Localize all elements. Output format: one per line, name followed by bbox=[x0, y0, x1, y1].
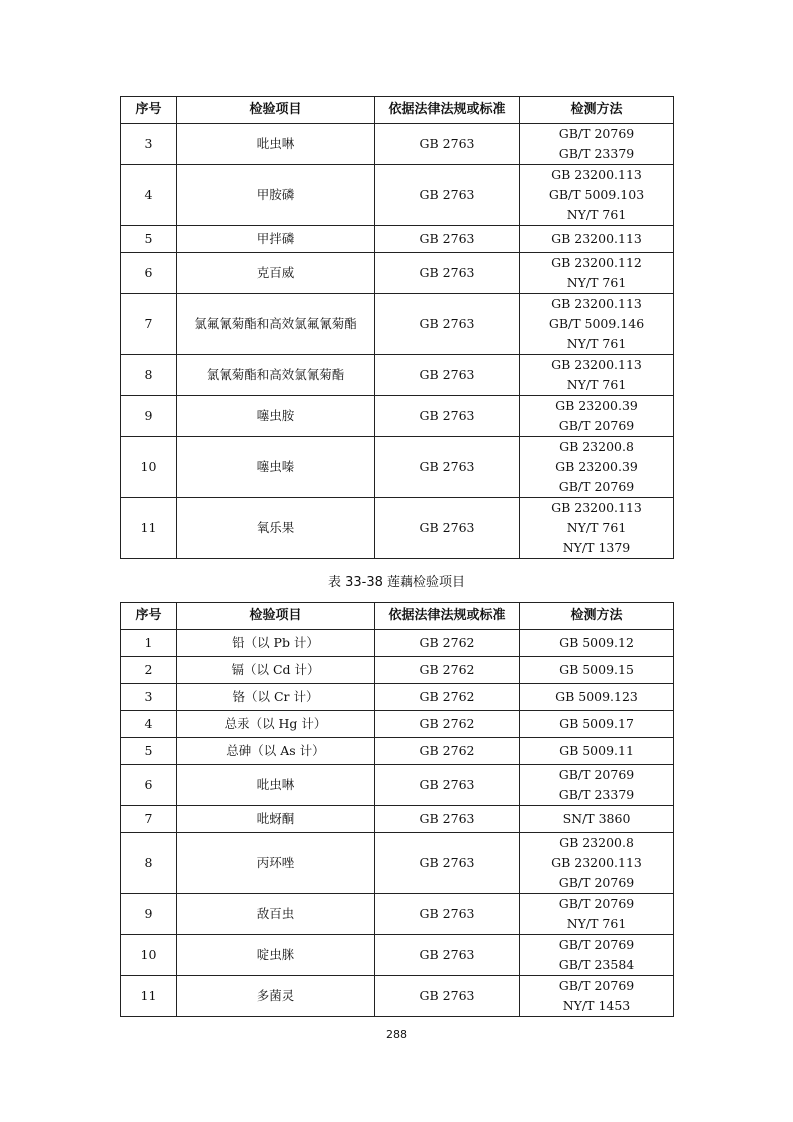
table-caption: 表 33-38 莲藕检验项目 bbox=[327, 575, 466, 590]
cell-item: 甲胺磷 bbox=[177, 165, 375, 226]
lotus-root-inspection-table bbox=[120, 602, 674, 1017]
cell-no: 3 bbox=[121, 124, 177, 165]
cell-methods bbox=[520, 630, 674, 657]
method-line: NY/T 1453 bbox=[562, 998, 631, 1013]
method-line: SN/T 3860 bbox=[562, 811, 631, 826]
cell-basis: GB 2763 bbox=[375, 498, 520, 559]
cell-item: 克百威 bbox=[177, 253, 375, 294]
cell-basis: GB 2762 bbox=[375, 711, 520, 738]
method-line: NY/T 761 bbox=[566, 336, 627, 351]
method-line: GB 5009.11 bbox=[559, 743, 634, 758]
cell-basis: GB 2763 bbox=[375, 253, 520, 294]
table-row bbox=[121, 711, 674, 738]
cell-basis: GB 2762 bbox=[375, 684, 520, 711]
header-no: 序号 bbox=[121, 603, 177, 630]
method-line: GB 23200.112 bbox=[551, 255, 642, 270]
method-line: GB 5009.123 bbox=[555, 689, 638, 704]
cell-basis: GB 2763 bbox=[375, 294, 520, 355]
method-line: GB/T 20769 bbox=[558, 418, 635, 433]
cell-no: 6 bbox=[121, 253, 177, 294]
cell-methods bbox=[520, 253, 674, 294]
method-line: GB 23200.113 bbox=[551, 855, 642, 870]
cell-no: 3 bbox=[121, 684, 177, 711]
table-row bbox=[121, 437, 674, 498]
cell-basis: GB 2763 bbox=[375, 833, 520, 894]
cell-item: 铅（以 Pb 计） bbox=[177, 630, 375, 657]
cell-no: 11 bbox=[121, 976, 177, 1017]
method-line: GB/T 23379 bbox=[558, 787, 635, 802]
cell-item: 氯氰菊酯和高效氯氰菊酯 bbox=[177, 355, 375, 396]
table-row bbox=[121, 684, 674, 711]
cell-no: 5 bbox=[121, 738, 177, 765]
header-no: 序号 bbox=[121, 97, 177, 124]
page-number: 288 bbox=[386, 1028, 407, 1041]
cell-methods bbox=[520, 165, 674, 226]
method-line: GB/T 20769 bbox=[558, 978, 635, 993]
cell-no: 9 bbox=[121, 894, 177, 935]
method-line: GB 23200.8 bbox=[559, 439, 634, 454]
table-row bbox=[121, 806, 674, 833]
cell-no: 4 bbox=[121, 165, 177, 226]
cell-item: 氯氟氰菊酯和高效氯氟氰菊酯 bbox=[177, 294, 375, 355]
cell-item: 啶虫脒 bbox=[177, 935, 375, 976]
cell-methods bbox=[520, 657, 674, 684]
cell-methods bbox=[520, 738, 674, 765]
cell-basis: GB 2762 bbox=[375, 738, 520, 765]
cell-item: 吡蚜酮 bbox=[177, 806, 375, 833]
table-row bbox=[121, 294, 674, 355]
cell-item: 丙环唑 bbox=[177, 833, 375, 894]
table-row bbox=[121, 630, 674, 657]
method-line: GB 23200.113 bbox=[551, 167, 642, 182]
cell-item: 噻虫胺 bbox=[177, 396, 375, 437]
table-row bbox=[121, 976, 674, 1017]
cell-basis: GB 2763 bbox=[375, 355, 520, 396]
header-method: 检测方法 bbox=[520, 603, 674, 630]
method-line: GB 5009.15 bbox=[559, 662, 634, 677]
table-row bbox=[121, 396, 674, 437]
method-line: GB 5009.17 bbox=[559, 716, 634, 731]
cell-no: 10 bbox=[121, 437, 177, 498]
header-method: 检测方法 bbox=[520, 97, 674, 124]
cell-methods bbox=[520, 765, 674, 806]
cell-methods bbox=[520, 894, 674, 935]
table-row bbox=[121, 498, 674, 559]
cell-methods bbox=[520, 498, 674, 559]
cell-basis: GB 2762 bbox=[375, 630, 520, 657]
method-line: GB/T 20769 bbox=[558, 896, 635, 911]
cell-basis: GB 2763 bbox=[375, 165, 520, 226]
table-row bbox=[121, 738, 674, 765]
method-line: GB/T 5009.103 bbox=[548, 187, 645, 202]
method-line: NY/T 761 bbox=[566, 275, 627, 290]
cell-no: 7 bbox=[121, 294, 177, 355]
method-line: GB 23200.39 bbox=[555, 459, 638, 474]
table-row bbox=[121, 894, 674, 935]
cell-item: 氧乐果 bbox=[177, 498, 375, 559]
method-line: GB/T 20769 bbox=[558, 875, 635, 890]
cell-methods bbox=[520, 437, 674, 498]
table-row bbox=[121, 935, 674, 976]
table-row bbox=[121, 355, 674, 396]
table-row bbox=[121, 124, 674, 165]
method-line: GB/T 20769 bbox=[558, 767, 635, 782]
cell-no: 8 bbox=[121, 833, 177, 894]
method-line: GB/T 5009.146 bbox=[548, 316, 645, 331]
cell-no: 7 bbox=[121, 806, 177, 833]
cell-item: 总砷（以 As 计） bbox=[177, 738, 375, 765]
method-line: GB/T 20769 bbox=[558, 479, 635, 494]
cell-no: 2 bbox=[121, 657, 177, 684]
cell-no: 10 bbox=[121, 935, 177, 976]
method-line: NY/T 761 bbox=[566, 520, 627, 535]
method-line: GB/T 20769 bbox=[558, 126, 635, 141]
cell-methods bbox=[520, 396, 674, 437]
header-basis: 依据法律法规或标准 bbox=[375, 603, 520, 630]
cell-no: 9 bbox=[121, 396, 177, 437]
method-line: GB/T 23379 bbox=[558, 146, 635, 161]
cell-no: 5 bbox=[121, 226, 177, 253]
method-line: GB 5009.12 bbox=[559, 635, 634, 650]
cell-item: 镉（以 Cd 计） bbox=[177, 657, 375, 684]
method-line: NY/T 1379 bbox=[562, 540, 631, 555]
table-row bbox=[121, 657, 674, 684]
cell-basis: GB 2763 bbox=[375, 976, 520, 1017]
cell-item: 噻虫嗪 bbox=[177, 437, 375, 498]
cell-no: 11 bbox=[121, 498, 177, 559]
cell-methods bbox=[520, 355, 674, 396]
method-line: NY/T 761 bbox=[566, 916, 627, 931]
header-basis: 依据法律法规或标准 bbox=[375, 97, 520, 124]
cell-basis: GB 2763 bbox=[375, 396, 520, 437]
method-line: NY/T 761 bbox=[566, 377, 627, 392]
cell-no: 8 bbox=[121, 355, 177, 396]
cell-methods bbox=[520, 806, 674, 833]
cell-item: 多菌灵 bbox=[177, 976, 375, 1017]
cell-basis: GB 2762 bbox=[375, 657, 520, 684]
cell-basis: GB 2763 bbox=[375, 765, 520, 806]
cell-item: 总汞（以 Hg 计） bbox=[177, 711, 375, 738]
cell-basis: GB 2763 bbox=[375, 935, 520, 976]
table-header-row bbox=[121, 603, 674, 630]
cell-basis: GB 2763 bbox=[375, 226, 520, 253]
method-line: GB 23200.39 bbox=[555, 398, 638, 413]
cell-item: 甲拌磷 bbox=[177, 226, 375, 253]
table-row bbox=[121, 765, 674, 806]
method-line: GB 23200.113 bbox=[551, 500, 642, 515]
table-header-row bbox=[121, 97, 674, 124]
cell-no: 1 bbox=[121, 630, 177, 657]
table-row bbox=[121, 833, 674, 894]
cell-no: 6 bbox=[121, 765, 177, 806]
cell-methods bbox=[520, 294, 674, 355]
method-line: GB/T 23584 bbox=[558, 957, 635, 972]
cell-basis: GB 2763 bbox=[375, 894, 520, 935]
method-line: NY/T 761 bbox=[566, 207, 627, 222]
table-row bbox=[121, 253, 674, 294]
cell-methods bbox=[520, 684, 674, 711]
cell-methods bbox=[520, 833, 674, 894]
method-line: GB 23200.113 bbox=[551, 231, 642, 246]
inspection-table-continued bbox=[120, 96, 674, 559]
cell-methods bbox=[520, 976, 674, 1017]
cell-basis: GB 2763 bbox=[375, 806, 520, 833]
method-line: GB 23200.113 bbox=[551, 357, 642, 372]
table-row bbox=[121, 165, 674, 226]
cell-methods bbox=[520, 711, 674, 738]
method-line: GB 23200.8 bbox=[559, 835, 634, 850]
cell-methods bbox=[520, 935, 674, 976]
cell-item: 敌百虫 bbox=[177, 894, 375, 935]
cell-no: 4 bbox=[121, 711, 177, 738]
method-line: GB 23200.113 bbox=[551, 296, 642, 311]
cell-methods bbox=[520, 124, 674, 165]
header-item: 检验项目 bbox=[177, 97, 375, 124]
cell-basis: GB 2763 bbox=[375, 437, 520, 498]
cell-methods bbox=[520, 226, 674, 253]
cell-basis: GB 2763 bbox=[375, 124, 520, 165]
cell-item: 铬（以 Cr 计） bbox=[177, 684, 375, 711]
header-item: 检验项目 bbox=[177, 603, 375, 630]
table-row bbox=[121, 226, 674, 253]
cell-item: 吡虫啉 bbox=[177, 765, 375, 806]
method-line: GB/T 20769 bbox=[558, 937, 635, 952]
cell-item: 吡虫啉 bbox=[177, 124, 375, 165]
